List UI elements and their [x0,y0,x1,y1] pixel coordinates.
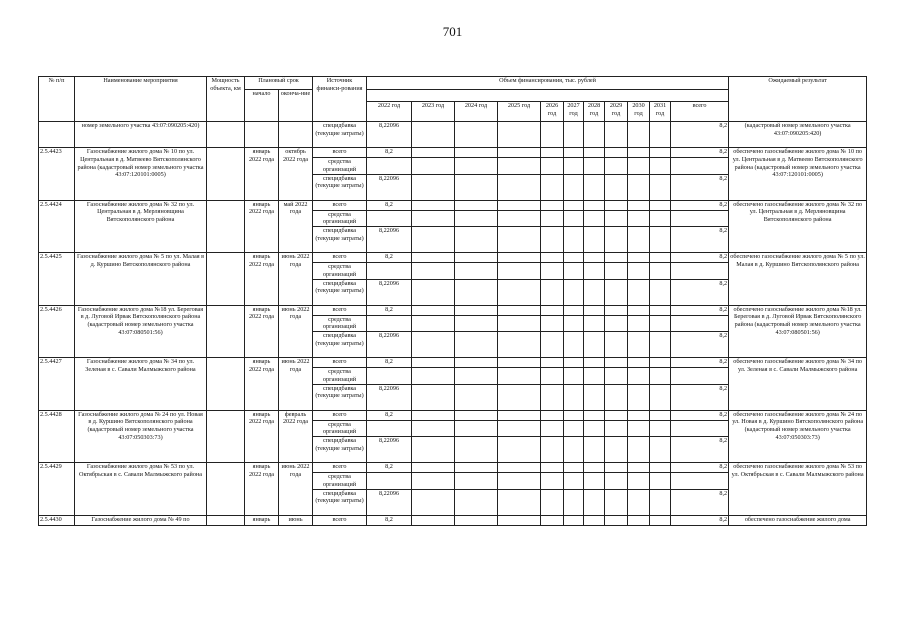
term-end-cell [279,122,313,148]
source-cell: всего [313,305,367,315]
term-end-cell: июнь 2022 года [279,305,313,358]
value-total-cell: 8,2 [671,200,729,210]
row-name-cell: Газоснабжение жилого дома № 53 по ул. Октябрьская в с. Савали Малмыжского района [75,463,207,516]
value-2022-cell: 8,2 [367,358,412,368]
source-cell: всего [313,463,367,473]
source-cell: средства организаций [313,473,367,490]
capacity-cell [207,463,245,516]
term-end-cell: июнь 2022 года [279,358,313,411]
table-row [39,305,867,315]
value-total-cell [671,158,729,175]
value-2022-cell: 8,22096 [367,227,412,253]
header-year: 2026 год [541,102,564,122]
row-num-cell: 2.5.4427 [39,358,75,411]
source-cell: специдбавка (текущие затраты) [313,227,367,253]
value-2022-cell: 8,22096 [367,332,412,358]
term-start-cell: январь 2022 года [245,463,279,516]
source-cell: специдбавка (текущие затраты) [313,279,367,305]
term-end-cell: июнь [279,515,313,525]
table-row [39,515,867,525]
capacity-cell [207,200,245,253]
header-year: 2031 год [650,102,671,122]
term-start-cell: январь 2022 года [245,410,279,463]
page-number: 701 [442,24,463,39]
header-term-start: начало [245,90,279,122]
row-name-cell: Газоснабжение жилого дома № 34 по ул. Зеленая в с. Савали Малмыжского района [75,358,207,411]
value-total-cell [671,315,729,332]
result-cell: обеспечено газоснабжение жилого дома № 32 по ул. Центральная в д. Мерляновщина Вятскополянского района [729,200,867,253]
row-name-cell: Газоснабжение жилого дома № 24 по ул. Новая в д. Куршино Вятскополянского района (кадастровый номер земельного участка 43:07:050303:73) [75,410,207,463]
row-name-cell: Газоснабжение жилого дома № 5 по ул. Малая в д. Куршино Вятскополянского района [75,253,207,306]
source-cell: специдбавка (текущие затраты) [313,437,367,463]
term-end-cell: июнь 2022 года [279,463,313,516]
row-name-cell: номер земельного участка 43:07:090205:420) [75,122,207,148]
row-name-cell: Газоснабжение жилого дома № 49 по [75,515,207,525]
value-total-cell [671,368,729,385]
result-cell: обеспечено газоснабжение жилого дома № 24 по ул. Новая в д. Куршино Вятскополянского района (кадастровый номер земельного участка 43:07:050303:73) [729,410,867,463]
capacity-cell [207,410,245,463]
header-year: 2029 год [605,102,628,122]
value-2022-cell: 8,22096 [367,437,412,463]
result-cell: обеспечено газоснабжение жилого дома № 10 по ул. Центральная в д. Матвеево Вятскополянского района (кадастровый номер земельного участка 43:07:120101:0005) [729,148,867,201]
term-start-cell: январь [245,515,279,525]
value-2022-cell: 8,22096 [367,279,412,305]
source-cell: специдбавка (текущие затраты) [313,174,367,200]
term-start-cell: январь 2022 года [245,200,279,253]
value-2022-cell: 8,2 [367,463,412,473]
header-term: Плановый срок [245,77,313,90]
value-total-cell: 8,2 [671,148,729,158]
value-total-cell: 8,2 [671,437,729,463]
value-total-cell [671,263,729,280]
financing-table [38,76,867,526]
result-cell: обеспечено газоснабжение жилого дома № 34 по ул. Зеленая в с. Савали Малмыжского района [729,358,867,411]
value-total-cell: 8,2 [671,253,729,263]
row-num-cell: 2.5.4423 [39,148,75,201]
header-capacity: Мощность объекта, км [207,77,245,122]
term-start-cell [245,122,279,148]
capacity-cell [207,515,245,525]
value-total-cell: 8,2 [671,463,729,473]
term-start-cell: январь 2022 года [245,253,279,306]
table-row [39,200,867,210]
table-row [39,253,867,263]
term-start-cell: январь 2022 года [245,305,279,358]
row-num-cell: 2.5.4430 [39,515,75,525]
row-num-cell: 2.5.4425 [39,253,75,306]
value-total-cell [671,420,729,437]
source-cell: средства организаций [313,210,367,227]
term-end-cell: февраль 2022 года [279,410,313,463]
value-2022-cell: 8,2 [367,410,412,420]
header-volume-spacer [367,90,729,102]
source-cell: специдбавка (текущие затраты) [313,489,367,515]
value-total-cell: 8,2 [671,332,729,358]
source-cell: всего [313,358,367,368]
value-total-cell: 8,2 [671,122,729,148]
term-end-cell: июнь 2022 года [279,253,313,306]
source-cell: всего [313,515,367,525]
header-year: 2024 год [455,102,498,122]
term-start-cell: январь 2022 года [245,148,279,201]
result-cell: обеспечено газоснабжение жилого дома №18 ул. Береговая в д. Луговой Ирвак Вятскополянского района (кадастровый номер земельного участка 43:07:080501:56) [729,305,867,358]
value-2022-cell: 8,2 [367,515,412,525]
source-cell: средства организаций [313,368,367,385]
header-term-end: оконча-ние [279,90,313,122]
capacity-cell [207,305,245,358]
source-cell: специдбавка (текущие затраты) [313,384,367,410]
header-num: № п/п [39,77,75,122]
value-total-cell: 8,2 [671,174,729,200]
source-cell: средства организаций [313,158,367,175]
capacity-cell [207,148,245,201]
table-row [39,122,867,148]
value-total-cell [671,210,729,227]
value-total-cell: 8,2 [671,227,729,253]
table-row [39,358,867,368]
header-year: 2030 год [628,102,650,122]
value-total-cell: 8,2 [671,515,729,525]
row-name-cell: Газоснабжение жилого дома № 10 по ул. Центральная в д. Матвеево Вятскополянского района (кадастровый номер земельного участка 43:07:120101:0005) [75,148,207,201]
source-cell: всего [313,410,367,420]
value-total-cell: 8,2 [671,305,729,315]
header-total: всего [671,102,729,122]
term-end-cell: октябрь 2022 года [279,148,313,201]
source-cell: специдбавка (текущие затраты) [313,122,367,148]
row-num-cell [39,122,75,148]
value-2022-cell: 8,22096 [367,122,412,148]
header-source: Источник финанси-рования [313,77,367,122]
row-name-cell: Газоснабжение жилого дома № 32 по ул. Центральная в д. Мерляновщина Вятскополянского района [75,200,207,253]
table-row [39,148,867,158]
value-total-cell: 8,2 [671,384,729,410]
source-cell: специдбавка (текущие затраты) [313,332,367,358]
table-row [39,410,867,420]
value-total-cell: 8,2 [671,358,729,368]
header-year: 2022 год [367,102,412,122]
result-cell: обеспечено газоснабжение жилого дома № 53 по ул. Октябрьская в с. Савали Малмыжского района [729,463,867,516]
value-total-cell: 8,2 [671,410,729,420]
value-2022-cell: 8,2 [367,253,412,263]
value-2022-cell: 8,22096 [367,489,412,515]
source-cell: всего [313,200,367,210]
source-cell: всего [313,148,367,158]
header-volume: Объем финансирования, тыс. рублей [367,77,729,90]
value-total-cell [671,473,729,490]
header-year: 2025 год [498,102,541,122]
header-year: 2027 год [564,102,584,122]
row-num-cell: 2.5.4429 [39,463,75,516]
result-cell: обеспечено газоснабжение жилого дома № 5 по ул. Малая в д. Куршино Вятскополянского района [729,253,867,306]
header-name: Наименование мероприятия [75,77,207,122]
value-total-cell: 8,2 [671,279,729,305]
term-start-cell: январь 2022 года [245,358,279,411]
capacity-cell [207,358,245,411]
table-row [39,463,867,473]
term-end-cell: май 2022 года [279,200,313,253]
capacity-cell [207,122,245,148]
value-2022-cell: 8,22096 [367,384,412,410]
value-2022-cell: 8,2 [367,305,412,315]
value-total-cell: 8,2 [671,489,729,515]
source-cell: средства организаций [313,263,367,280]
source-cell: средства организаций [313,420,367,437]
result-cell: обеспечено газоснабжение жилого дома [729,515,867,525]
header-year: 2028 год [584,102,605,122]
row-num-cell: 2.5.4424 [39,200,75,253]
result-cell: (кадастровый номер земельного участка 43:07:090205:420) [729,122,867,148]
source-cell: средства организаций [313,315,367,332]
value-2022-cell: 8,22096 [367,174,412,200]
value-2022-cell: 8,2 [367,148,412,158]
row-num-cell: 2.5.4428 [39,410,75,463]
source-cell: всего [313,253,367,263]
value-2022-cell: 8,2 [367,200,412,210]
row-name-cell: Газоснабжение жилого дома №18 ул. Береговая в д. Луговой Ирвак Вятскополянского района (кадастровый номер земельного участка 43:07:080501:56) [75,305,207,358]
header-year: 2023 год [412,102,455,122]
capacity-cell [207,253,245,306]
row-num-cell: 2.5.4426 [39,305,75,358]
header-result: Ожидаемый результат [729,77,867,122]
